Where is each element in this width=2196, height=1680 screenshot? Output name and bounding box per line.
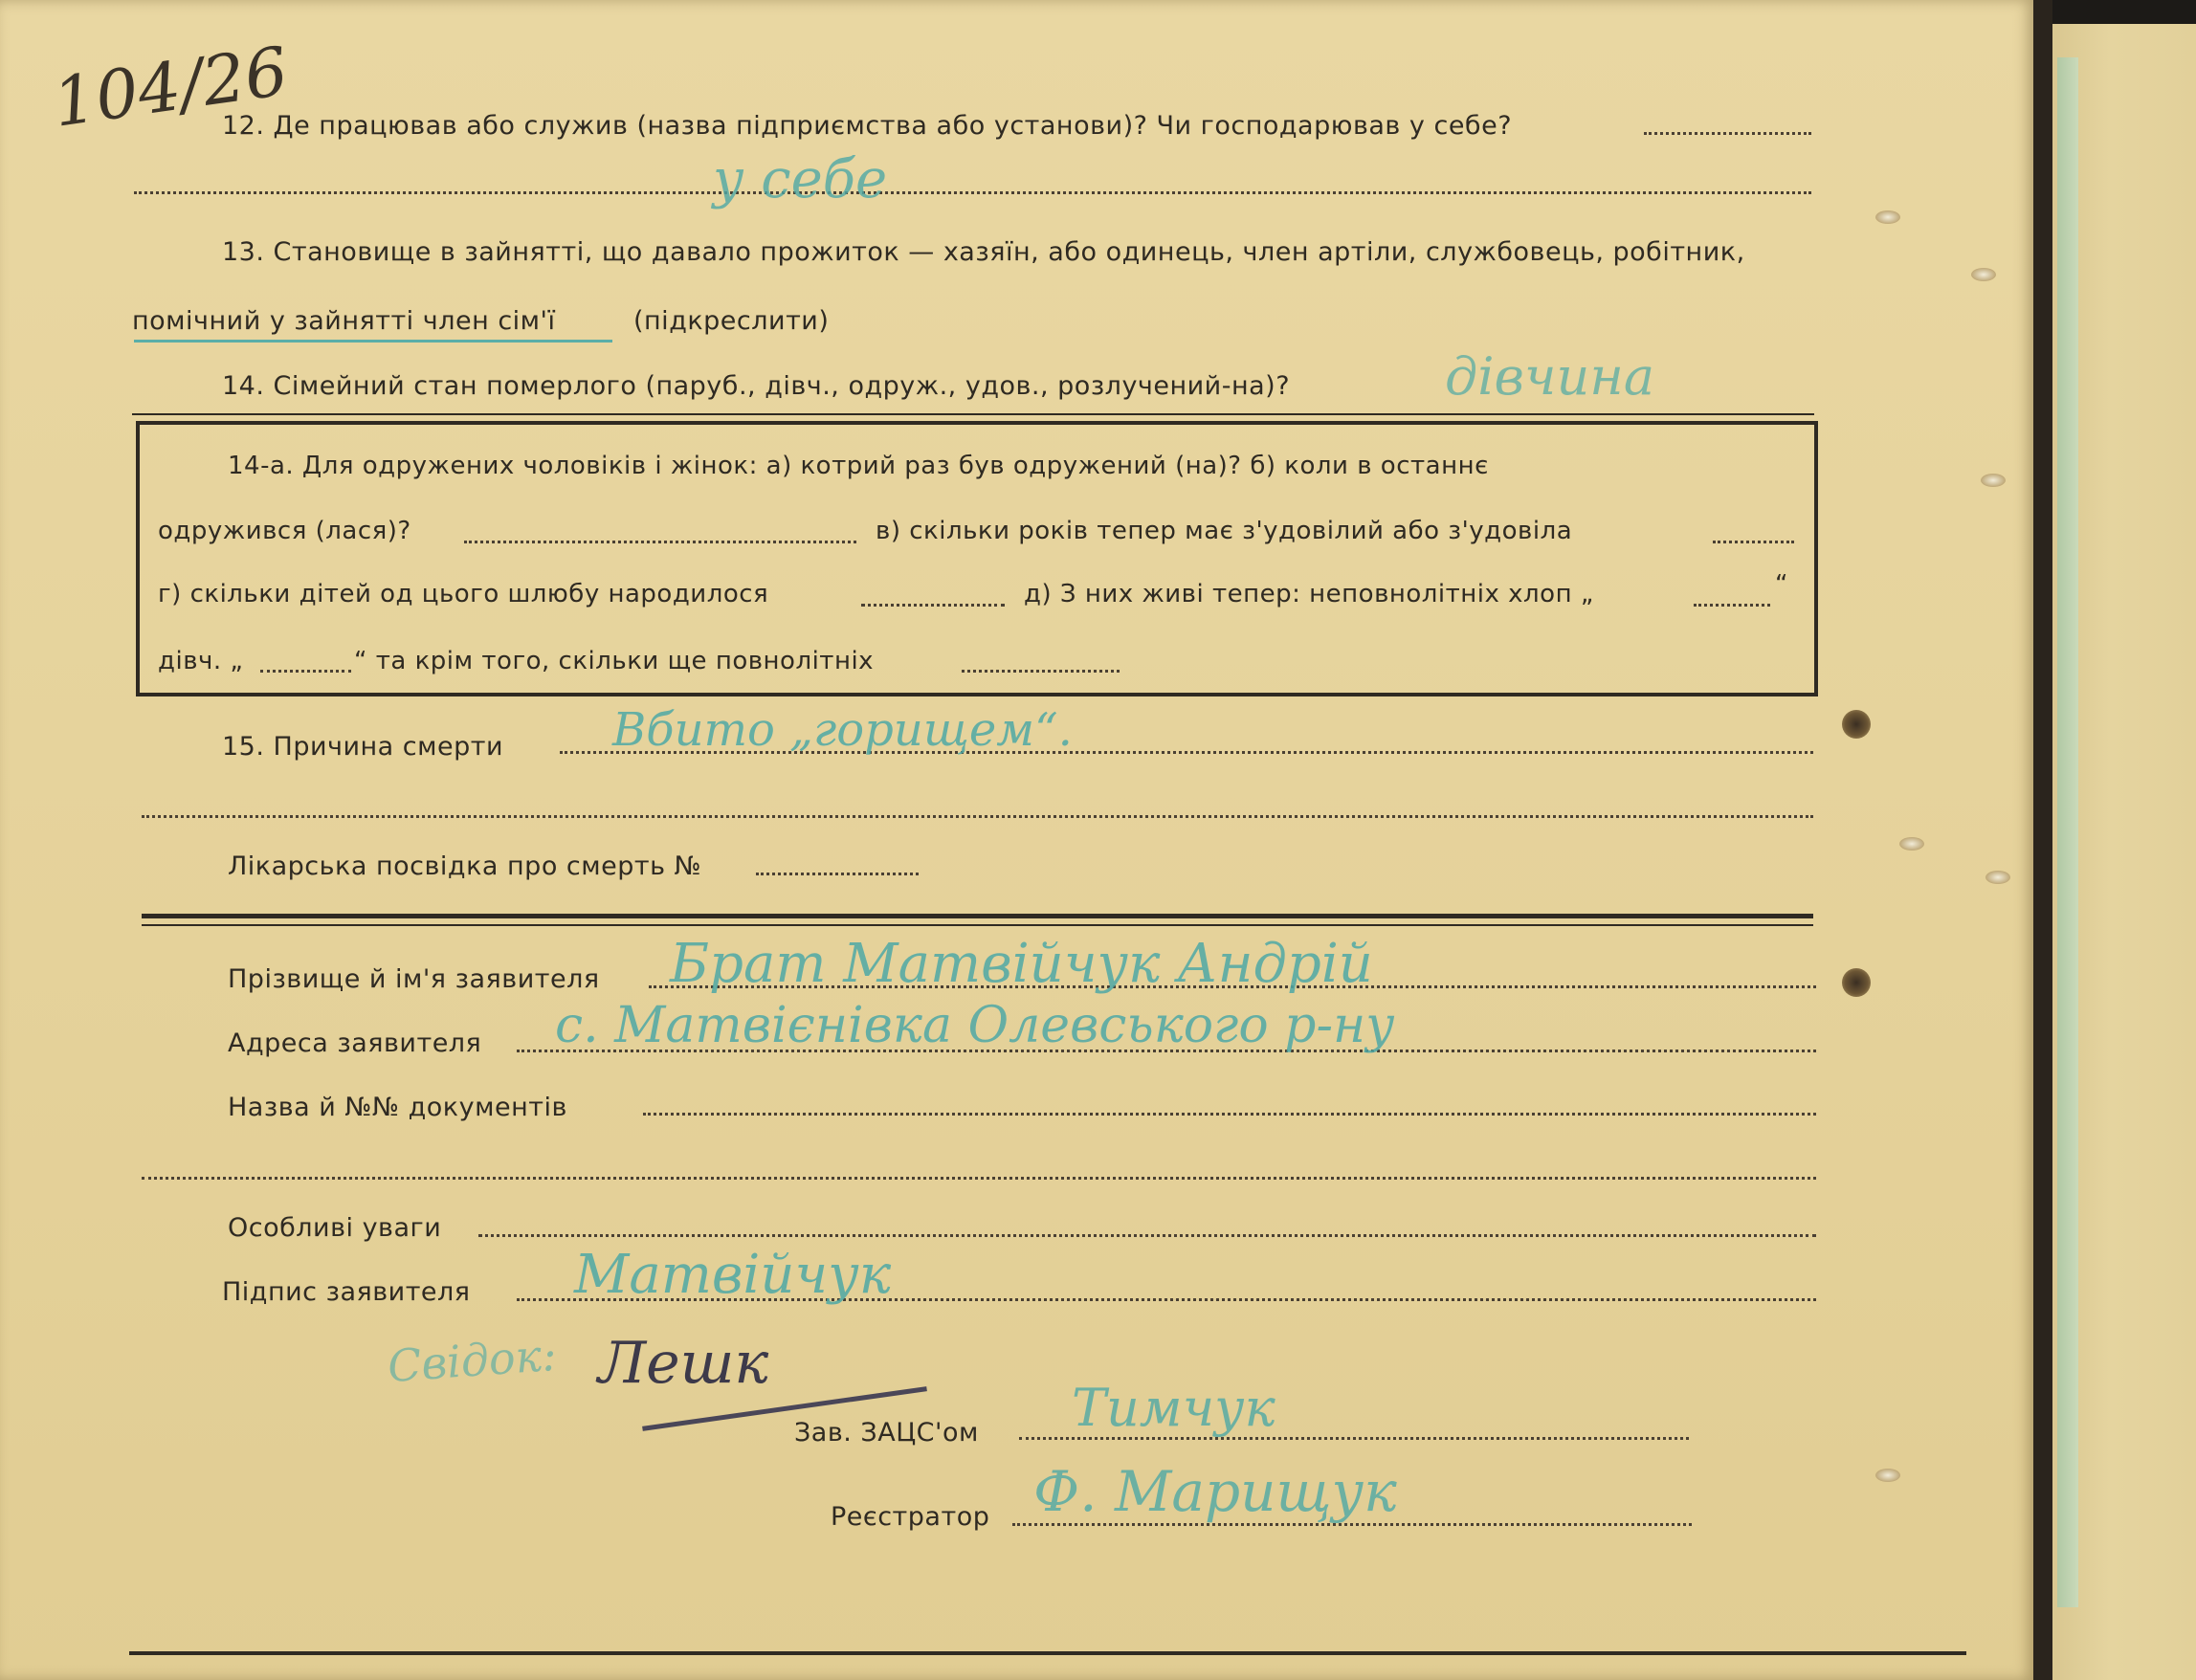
book-spine [2033, 0, 2052, 1680]
head-signature: Тимчук [1072, 1378, 1275, 1438]
applicant-sign-label: Підпис заявителя [222, 1277, 471, 1307]
medical-label: Лікарська посвідка про смерть № [228, 851, 702, 881]
registrar-label: Реєстратор [831, 1502, 990, 1532]
q14a-dotted-5 [260, 670, 351, 673]
witness-signature: Лешк [598, 1330, 769, 1397]
paper-tear-6 [1875, 1469, 1900, 1482]
q13-label-line2-note: (підкреслити) [633, 306, 830, 336]
applicant-notes-dotted [478, 1234, 1816, 1237]
q12-answer: у себе [713, 148, 888, 210]
paper-tear-4 [1899, 837, 1924, 851]
q12-dotted-line-1 [1644, 132, 1811, 135]
q14a-line3-part2: д) З них живі тепер: неповнолітніх хлоп „ [1024, 580, 1594, 608]
q15-dotted-2 [142, 815, 1813, 818]
applicant-sign-value: Матвійчук [574, 1244, 892, 1306]
punch-hole-1 [1842, 710, 1871, 739]
q15-label: 15. Причина смерти [222, 732, 504, 762]
q14a-line2-part1: одружився (лася)? [158, 517, 411, 545]
q12-dotted-line-2 [134, 191, 1811, 194]
q14a-line1: 14-а. Для одружених чоловіків і жінок: а) котрий раз був одружений (на)? б) коли в останнє [228, 452, 1489, 480]
applicant-name-label: Прізвище й ім'я заявителя [228, 964, 600, 994]
applicant-notes-label: Особливі уваги [228, 1213, 442, 1243]
q14-label: 14. Сімейний стан померлого (паруб., дівч., одруж., удов., розлучений-на)? [222, 371, 1291, 401]
q13-label-line1: 13. Становище в зайнятті, що давало прожиток — хазяїн, або одинець, член артіли, службовець, робітник, [222, 237, 1745, 267]
section-rule-top [142, 914, 1813, 918]
q14a-line4-part1: дівч. „ [158, 647, 244, 675]
witness-label: Свідок: [386, 1328, 559, 1393]
applicant-docs-label: Назва й №№ документів [228, 1093, 567, 1122]
q14a-dotted-2 [1713, 541, 1794, 543]
applicant-address-label: Адреса заявителя [228, 1028, 482, 1058]
q14a-line3-part3: “ [1775, 570, 1788, 599]
medical-dotted [756, 873, 919, 875]
q14a-dotted-1 [464, 541, 856, 543]
q14a-line3-part1: г) скільки дітей од цього шлюбу народилося [158, 580, 769, 608]
q15-answer: Вбито „горищем“. [612, 703, 1073, 757]
registrar-signature: Ф. Марищук [1033, 1459, 1397, 1524]
archive-number: 104/26 [48, 32, 293, 143]
paper-tear-2 [1971, 268, 1996, 281]
q14a-dotted-4 [1694, 604, 1770, 607]
paper-tear-1 [1875, 210, 1900, 224]
q14a-line4-part2: “ та крім того, скільки ще повнолітніх [354, 647, 875, 675]
q14a-dotted-6 [962, 670, 1120, 673]
page-bottom-rule [129, 1651, 1966, 1655]
q12-label: 12. Де працював або служив (назва підприємства або установи)? Чи господарював у себе? [222, 111, 1513, 141]
punch-hole-2 [1842, 968, 1871, 997]
paper-tear-5 [1985, 871, 2010, 884]
applicant-docs-dotted-2 [142, 1177, 1816, 1180]
applicant-address-value: с. Матвієнівка Олевського р-ну [555, 997, 1395, 1054]
q13-label-line2-underlined: помічний у зайнятті член сім'ї [132, 306, 556, 336]
q13-handwritten-underline [134, 340, 612, 343]
head-label: Зав. ЗАЦС'ом [794, 1418, 979, 1448]
section-rule-bottom [142, 924, 1813, 926]
q14a-box-top-rule [132, 413, 1814, 415]
q14a-dotted-3 [861, 604, 1005, 607]
applicant-name-value: Брат Матвійчук Андрій [670, 933, 1373, 995]
q14-answer: дівчина [1445, 346, 1655, 407]
green-binding-strip [2057, 57, 2078, 1607]
paper-tear-3 [1981, 474, 2006, 487]
q14a-line2-part2: в) скільки років тепер має з'удовілий або з'удовіла [876, 517, 1573, 545]
applicant-docs-dotted-1 [643, 1113, 1816, 1116]
